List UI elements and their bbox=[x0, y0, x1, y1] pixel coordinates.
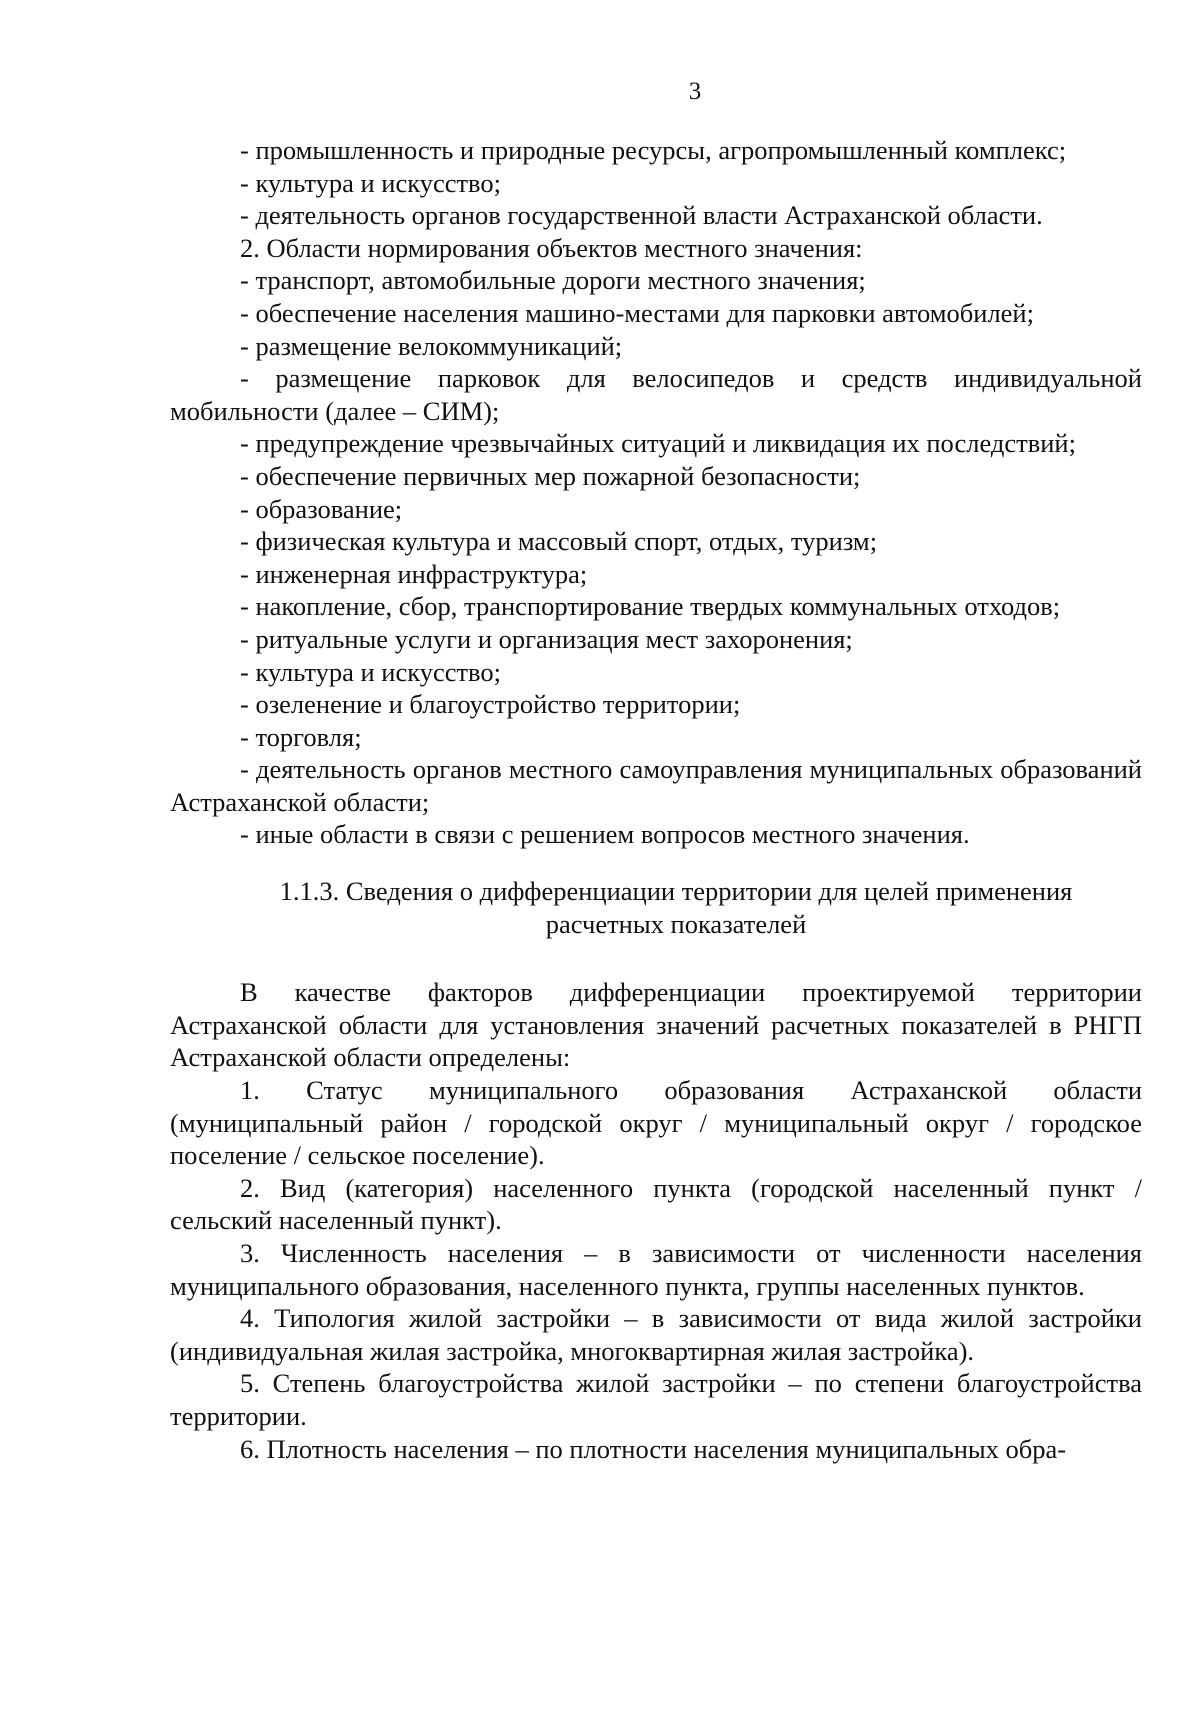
factor-item: 4. Типология жилой застройки – в зависимости от вида жилой застройки (индивидуальная жилая застройка, многоквартирная жилая застройка). bbox=[170, 1303, 1142, 1366]
page-number: 3 bbox=[688, 78, 702, 105]
document-body bbox=[170, 134, 1142, 1465]
list-item: - инженерная инфраструктура; bbox=[240, 558, 588, 589]
list-item: - культура и искусство; bbox=[240, 656, 502, 687]
list-item: - физическая культура и массовый спорт, отдых, туризм; bbox=[240, 526, 878, 557]
factor-item: 2. Вид (категория) населенного пункта (городской населенный пункт / сельский населенный пункт). bbox=[170, 1172, 1142, 1236]
list-item: - торговля; bbox=[240, 721, 362, 752]
list-item: - озеленение и благоустройство территории; bbox=[240, 689, 741, 720]
list-item: - размещение парковок для велосипедов и средств индивидуальной мобильности (далее – СИМ); bbox=[170, 363, 1142, 426]
list-item: - ритуальные услуги и организация мест захоронения; bbox=[240, 623, 853, 654]
intro-paragraph: В качестве факторов дифференциации проектируемой территории Астраханской области для установления значений расчетных показателей в РНГП Астраханской области определены: bbox=[170, 977, 1142, 1073]
list-item: - накопление, сбор, транспортирование твердых коммунальных отходов; bbox=[240, 591, 1061, 622]
spacer bbox=[170, 851, 1142, 875]
list-item: - иные области в связи с решением вопросов местного значения. bbox=[240, 819, 970, 850]
list-item: - культура и искусство; bbox=[240, 167, 502, 198]
list-item: - деятельность органов государственной власти Астраханской области. bbox=[240, 200, 1043, 231]
list-item: - обеспечение первичных мер пожарной безопасности; bbox=[240, 460, 861, 491]
section-two-title: 2. Области нормирования объектов местного значения: bbox=[240, 232, 863, 263]
list-item: - промышленность и природные ресурсы, агропромышленный комплекс; bbox=[240, 135, 1067, 165]
factor-item: 5. Степень благоустройства жилой застройки – по степени благоустройства территории. bbox=[170, 1368, 1142, 1431]
section-heading bbox=[170, 875, 1142, 940]
list-item: - образование; bbox=[240, 493, 403, 524]
list-item: - размещение велокоммуникаций; bbox=[240, 330, 623, 361]
section-heading-line1: 1.1.3. Сведения о дифференциации территории для целей применения bbox=[279, 876, 1073, 907]
list-item: - предупреждение чрезвычайных ситуаций и ликвидация их последствий; bbox=[240, 428, 1076, 459]
section-heading-line2: расчетных показателей bbox=[545, 908, 807, 939]
list-item: - деятельность органов местного самоуправления муниципальных образований Астраханской области; bbox=[170, 754, 1142, 817]
factor-item: 6. Плотность населения – по плотности населения муниципальных обра- bbox=[240, 1433, 1067, 1464]
list-item: - транспорт, автомобильные дороги местного значения; bbox=[240, 265, 866, 296]
list-item: - обеспечение населения машино-местами для парковки автомобилей; bbox=[240, 297, 1034, 328]
spacer bbox=[170, 940, 1142, 976]
factor-item: 1. Статус муниципального образования Астраханской области (муниципальный район / городской округ / муниципальный округ / городское поселение / сельское поселение). bbox=[170, 1075, 1142, 1171]
factor-item: 3. Численность населения – в зависимости от численности населения муниципального образования, населенного пункта, группы населенных пунктов. bbox=[170, 1238, 1142, 1301]
